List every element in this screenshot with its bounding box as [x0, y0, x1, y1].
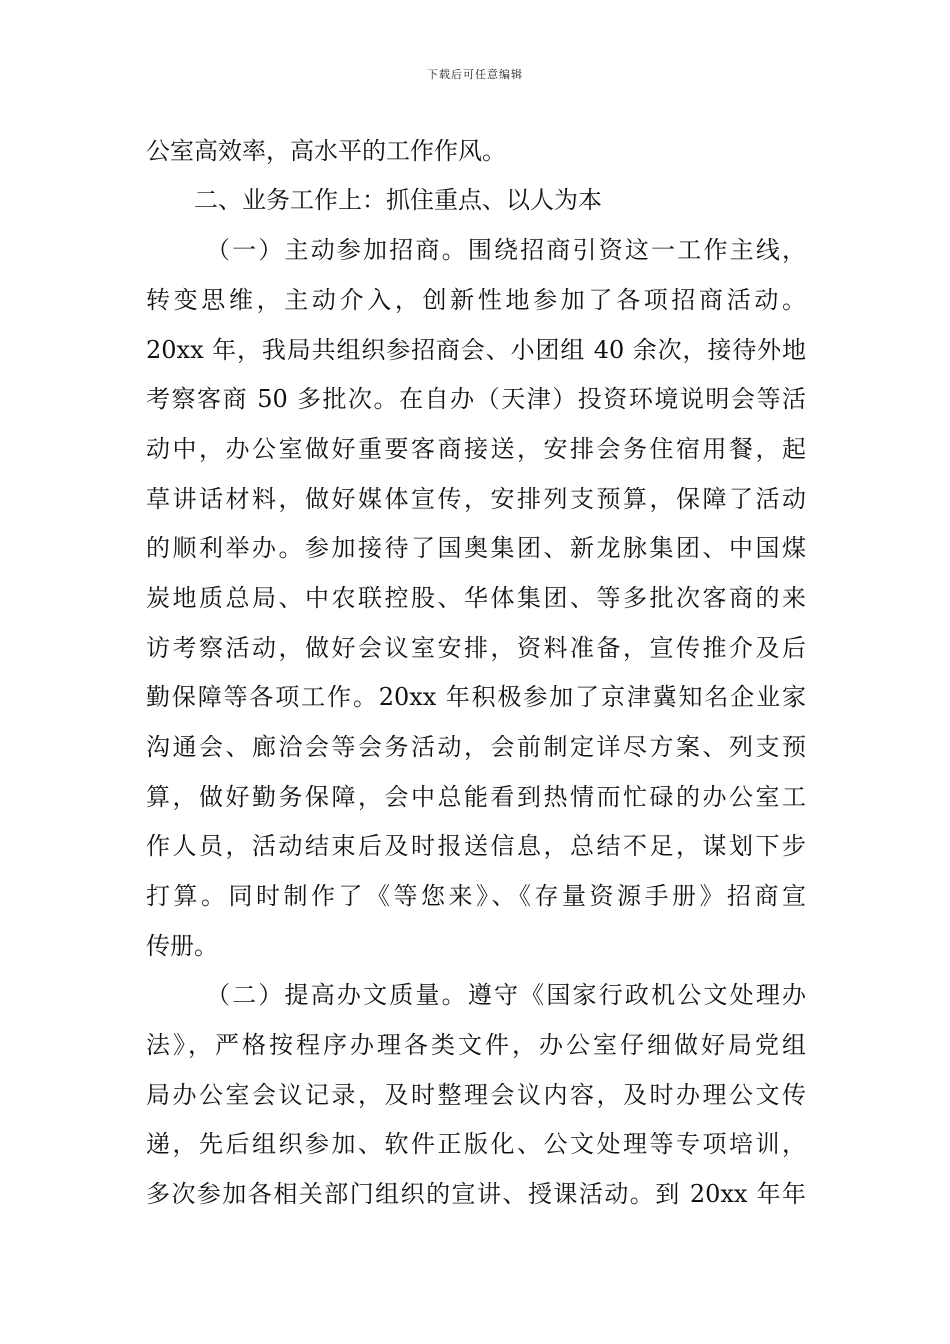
paragraph-line: 多次参加各相关部门组织的宣讲、授课活动。到 20xx 年年 — [146, 1180, 806, 1208]
paragraph-line: 法》，严格按程序办理各类文件，办公室仔细做好局党组 — [146, 1031, 806, 1059]
paragraph-line: 转变思维，主动介入，创新性地参加了各项招商活动。 — [146, 286, 806, 314]
section-heading: 二、业务工作上：抓住重点、以人为本 — [194, 186, 602, 214]
paragraph-line: 打算。同时制作了《等您来》、《存量资源手册》招商宣 — [146, 882, 806, 910]
paragraph-line: （二）提高办文质量。遵守《国家行政机公文处理办 — [206, 981, 806, 1009]
paragraph-line: 公室高效率，高水平的工作作风。 — [146, 137, 506, 165]
paragraph-line: 20xx 年，我局共组织参招商会、小团组 40 余次，接待外地 — [146, 336, 806, 364]
header-note: 下载后可任意编辑 — [427, 68, 523, 81]
paragraph-line: 勤保障等各项工作。20xx 年积极参加了京津冀知名企业家 — [146, 683, 806, 711]
paragraph-line: 的顺利举办。参加接待了国奥集团、新龙脉集团、中国煤 — [146, 534, 806, 562]
paragraph-line: 传册。 — [146, 932, 218, 960]
paragraph-line: 局办公室会议记录，及时整理会议内容，及时办理公文传 — [146, 1081, 806, 1109]
paragraph-line: 动中，办公室做好重要客商接送，安排会务住宿用餐，起 — [146, 435, 806, 463]
paragraph-line: 递，先后组织参加、软件正版化、公文处理等专项培训， — [146, 1130, 806, 1158]
paragraph-line: 访考察活动，做好会议室安排，资料准备，宣传推介及后 — [146, 634, 806, 662]
paragraph-line: 考察客商 50 多批次。在自办（天津）投资环境说明会等活 — [146, 385, 806, 413]
paragraph-line: 炭地质总局、中农联控股、华体集团、等多批次客商的来 — [146, 584, 806, 612]
paragraph-line: 沟通会、廊洽会等会务活动，会前制定详尽方案、列支预 — [146, 733, 806, 761]
paragraph-line: 算，做好勤务保障，会中总能看到热情而忙碌的办公室工 — [146, 783, 806, 811]
paragraph-line: 草讲话材料，做好媒体宣传，安排列支预算，保障了活动 — [146, 485, 806, 513]
paragraph-line: 作人员，活动结束后及时报送信息，总结不足，谋划下步 — [146, 832, 806, 860]
paragraph-line: （一）主动参加招商。围绕招商引资这一工作主线， — [206, 236, 806, 264]
